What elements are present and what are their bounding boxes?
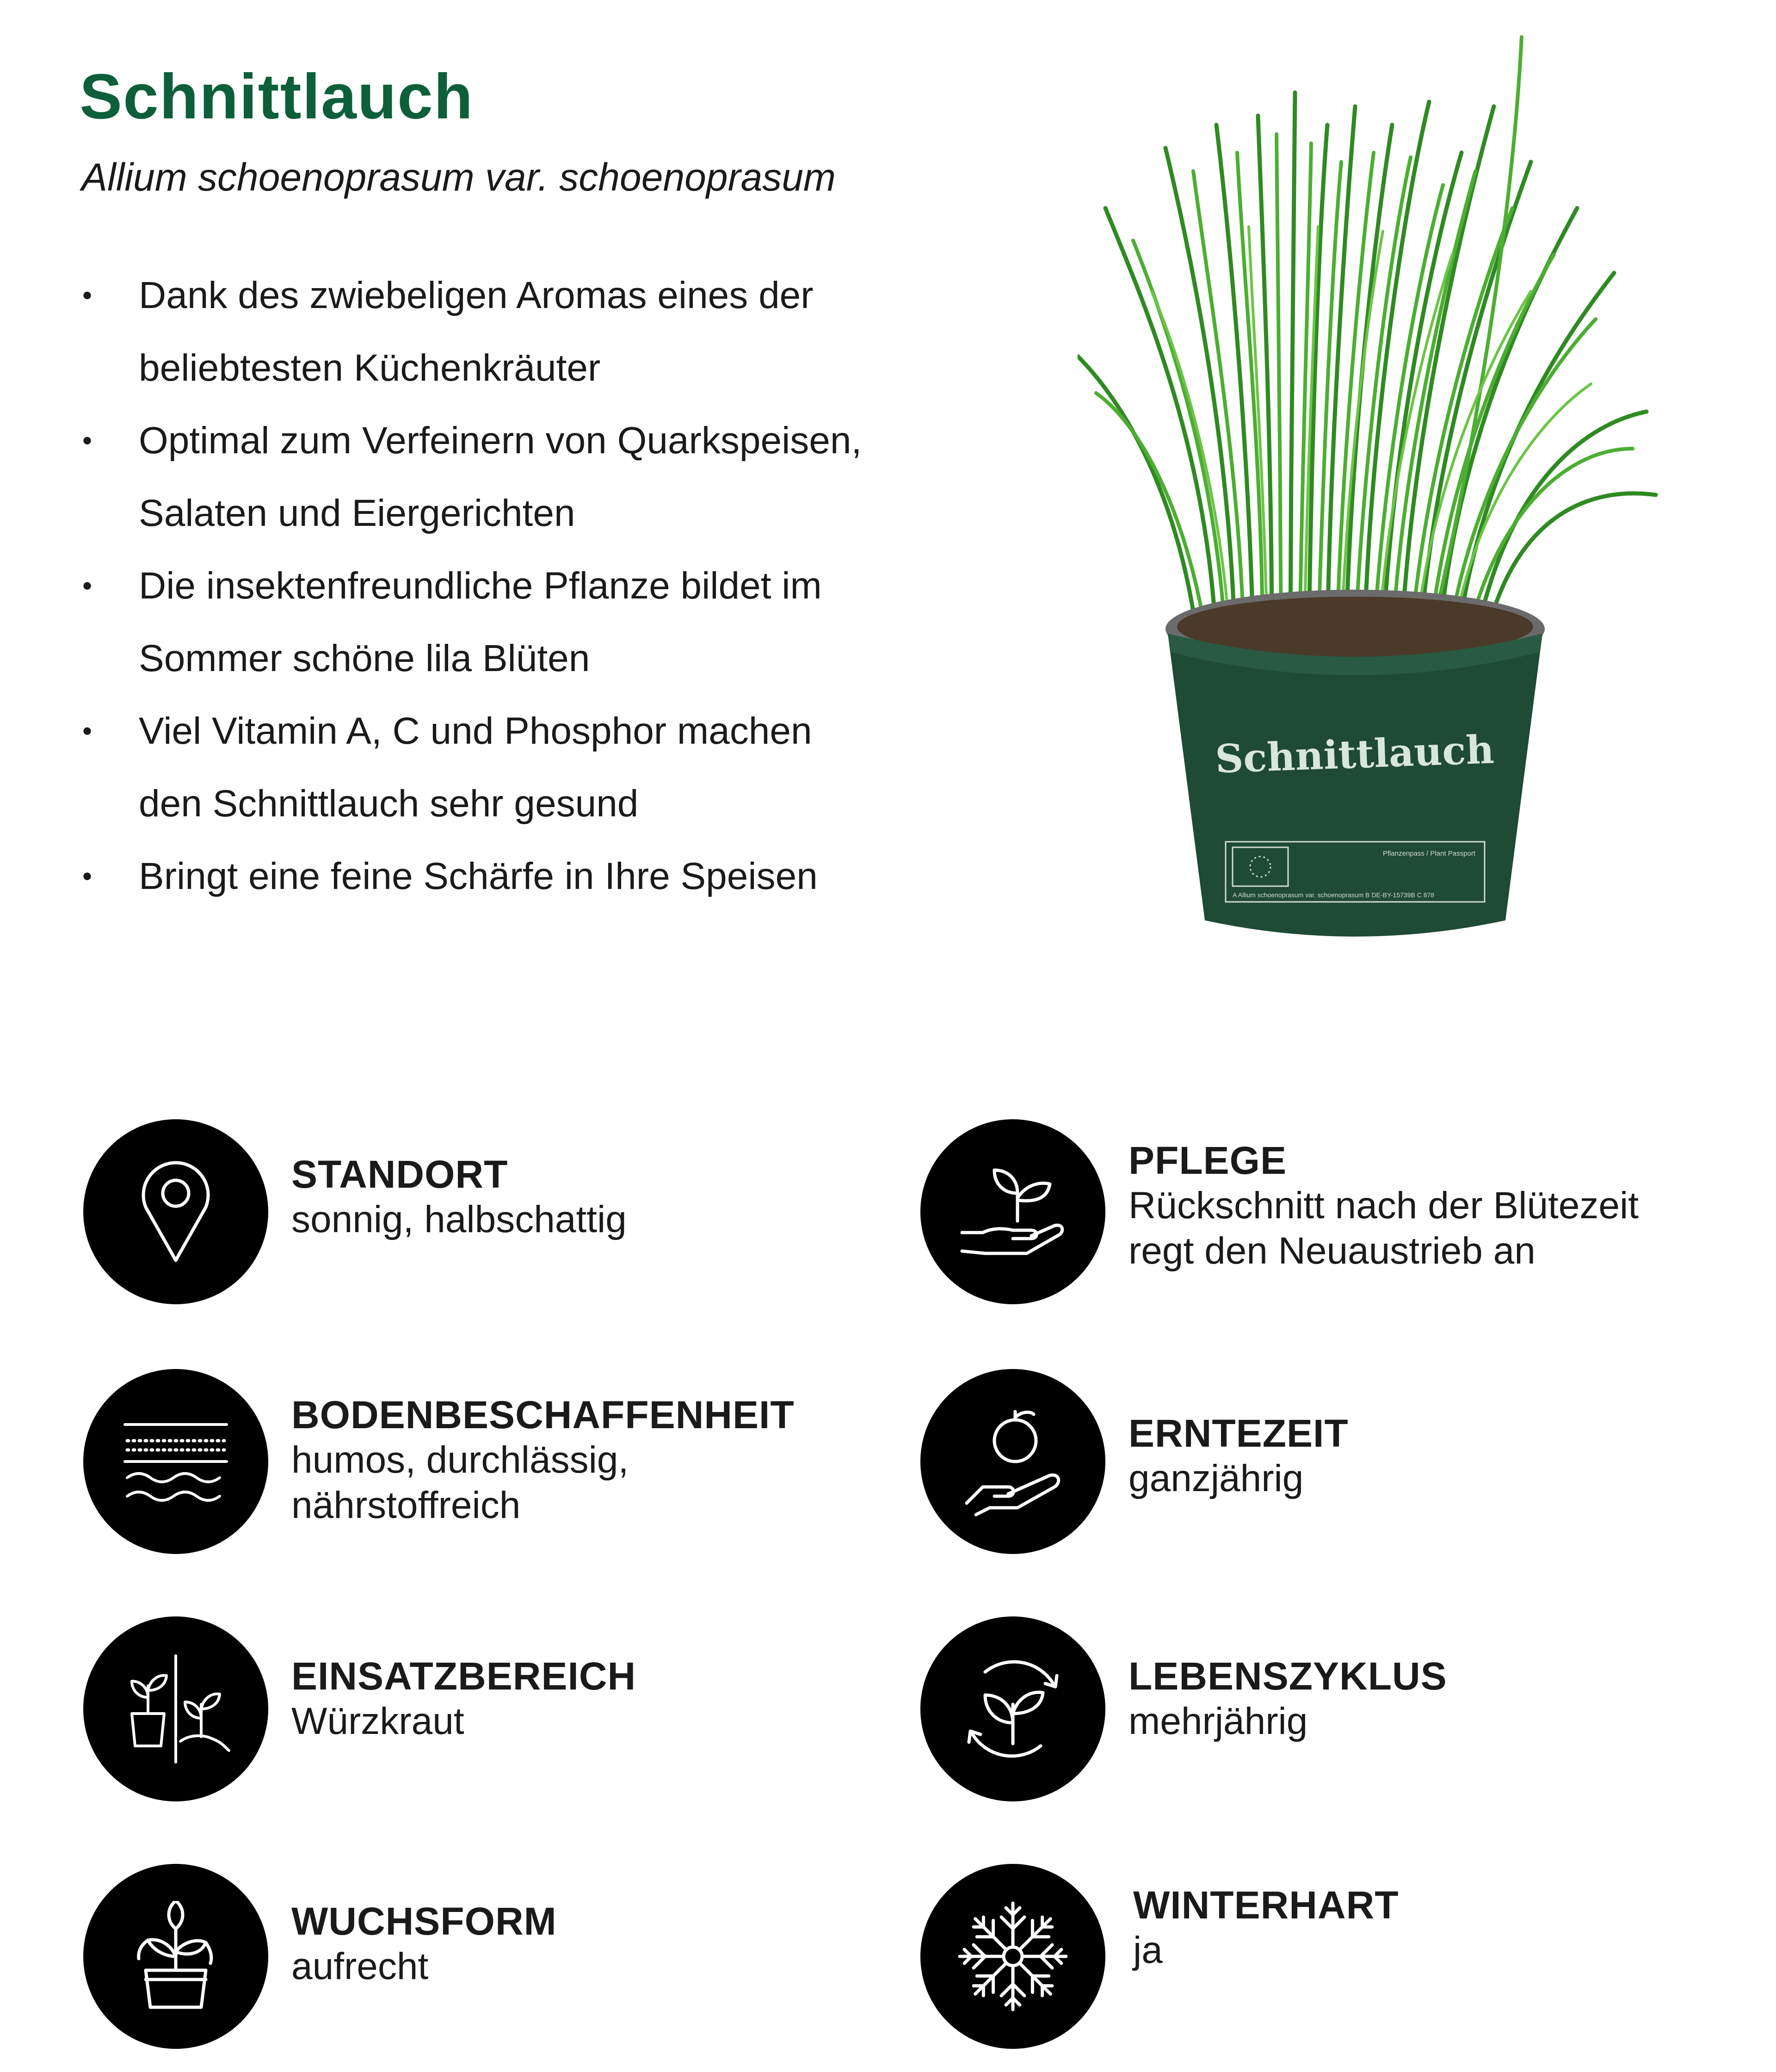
bullet-line: Optimal zum Verfeinern von Quarkspeisen, (139, 419, 862, 462)
leben-icon-circle (920, 1616, 1105, 1801)
feature-value: ganzjährig (1128, 1457, 1304, 1499)
feature-label: PFLEGE (1128, 1139, 1287, 1182)
location-pin-icon (120, 1156, 231, 1267)
feature-value-line: nährstoffreich (291, 1484, 521, 1526)
feature-label: LEBENSZYKLUS (1128, 1654, 1447, 1698)
potted-plant-icon (120, 1901, 231, 2012)
feature-label: EINSATZBEREICH (291, 1654, 636, 1698)
bullet-line: Bringt eine feine Schärfe in Ihre Speisen (139, 855, 818, 897)
einsatz-icon-circle (83, 1616, 268, 1801)
feature-wuchs (83, 1864, 870, 2049)
snowflake-icon (957, 1901, 1068, 2012)
pot-label: Schnittlauch (1214, 726, 1495, 782)
pflege-icon-circle (920, 1119, 1105, 1304)
bullet-line: Sommer schöne lila Blüten (139, 637, 590, 679)
feature-value: Würzkraut (291, 1700, 464, 1742)
bullet-line: Salaten und Eiergerichten (139, 492, 575, 534)
plant-pot (1166, 590, 1545, 937)
bullet-item (74, 549, 953, 695)
feature-value: ja (1133, 1929, 1163, 1971)
page-title: Schnittlauch (80, 61, 474, 132)
bullet-dot: • (82, 425, 92, 456)
botanical-name: Allium schoenoprasum var. schoenoprasum (81, 155, 836, 199)
bullet-dot: • (82, 715, 92, 746)
feature-standort (83, 1119, 870, 1304)
chive-leaves (1078, 37, 1656, 643)
passport-text: A Allium schoenoprasum var. schoenoprasum B DE-BY-15739B C 878 (1233, 891, 1435, 899)
product-image (1078, 32, 1688, 957)
feature-einsatz (83, 1616, 870, 1801)
wuchs-icon-circle (83, 1864, 268, 2049)
feature-pflege (920, 1119, 1707, 1304)
feature-label: WINTERHART (1133, 1883, 1399, 1927)
soil-layers-icon (120, 1406, 231, 1517)
ernte-icon-circle (920, 1369, 1105, 1554)
feature-label: WUCHSFORM (291, 1899, 557, 1943)
bullet-item (74, 404, 953, 549)
passport-title: Pflanzenpass / Plant Passport (1382, 850, 1475, 857)
bullet-item (74, 695, 953, 840)
feature-ernte (920, 1369, 1707, 1554)
feature-value-line: humos, durchlässig, (291, 1439, 629, 1481)
feature-leben (920, 1616, 1707, 1801)
feature-label: ERNTEZEIT (1128, 1412, 1349, 1455)
standort-icon-circle (83, 1119, 268, 1304)
bullet-line: Viel Vitamin A, C und Phosphor machen (139, 710, 812, 752)
bullet-dot: • (82, 861, 92, 892)
feature-winter (920, 1864, 1707, 2049)
feature-label: STANDORT (291, 1153, 508, 1196)
bullet-line: Dank des zwiebeligen Aromas eines der (139, 274, 814, 316)
bullet-line: beliebtesten Küchenkräuter (139, 347, 601, 389)
feature-boden (83, 1369, 870, 1554)
feature-value: aufrecht (291, 1945, 429, 1987)
feature-bullet-list (74, 259, 953, 913)
feature-label: BODENBESCHAFFENHEIT (291, 1393, 795, 1437)
hand-seedling-icon (957, 1156, 1068, 1267)
feature-value-line: Rückschnitt nach der Blütezeit (1128, 1184, 1639, 1227)
bullet-line: den Schnittlauch sehr gesund (139, 783, 639, 825)
feature-value: sonnig, halbschattig (291, 1198, 627, 1240)
bullet-dot: • (82, 570, 92, 601)
bullet-item (74, 259, 953, 404)
bullet-dot: • (82, 280, 92, 311)
pot-and-ground-icon (120, 1653, 231, 1764)
feature-value-line: regt den Neuaustrieb an (1128, 1230, 1536, 1272)
lifecycle-icon (957, 1653, 1068, 1764)
bullet-item (74, 840, 953, 913)
hand-fruit-icon (957, 1406, 1068, 1517)
bullet-line: Die insektenfreundliche Pflanze bildet im (139, 565, 822, 607)
feature-value: mehrjährig (1128, 1700, 1308, 1742)
winter-icon-circle (920, 1864, 1105, 2049)
boden-icon-circle (83, 1369, 268, 1554)
